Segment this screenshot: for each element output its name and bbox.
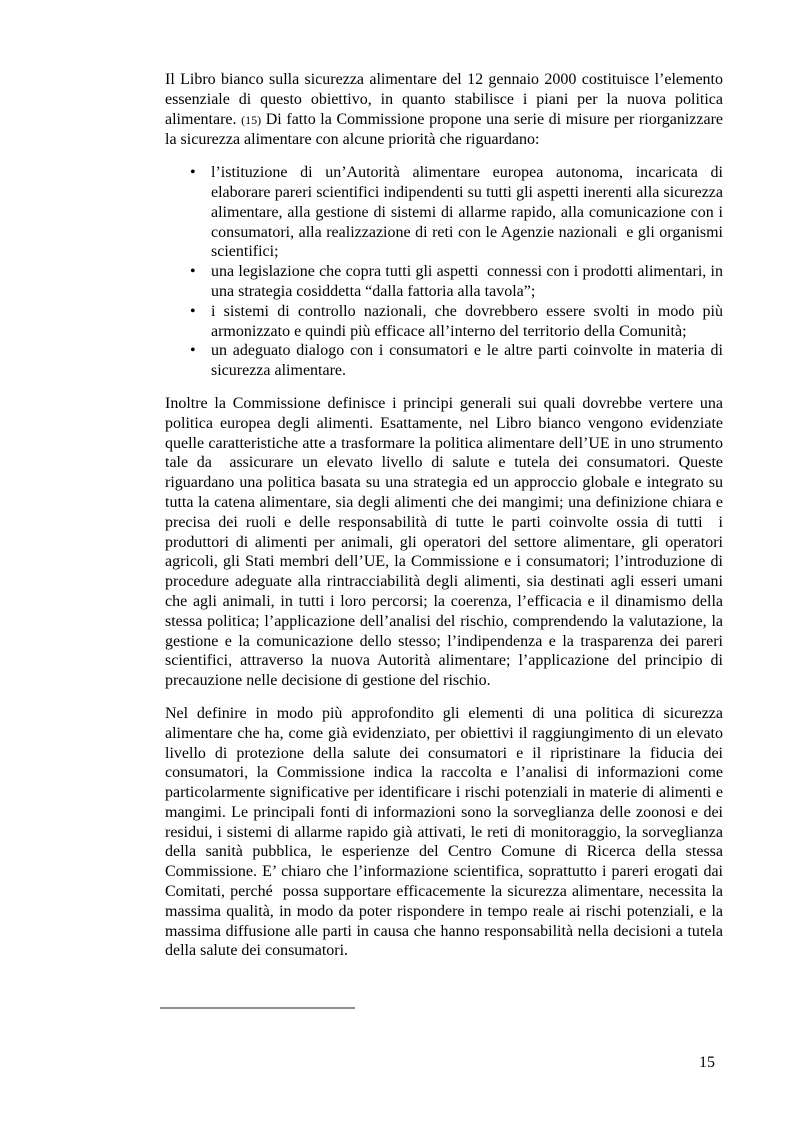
list-item-authority	[165, 163, 723, 262]
bullet-text: l’istituzione di un’Autorità alimentare europea autonoma, incaricata di elaborare pareri scientifici indipendenti su tutti gli aspetti inerenti alla sicurezza alimentare, alla gestione di sistemi di allarme rapido, alla comunicazione con i consumatori, alla realizzazione di reti con le Agenzie nazionali e gli organismi scientifici;	[211, 164, 723, 261]
bullet-text: un adeguato dialogo con i consumatori e le altre parti coinvolte in materia di sicurezza alimentare.	[211, 342, 723, 380]
bullet-text: una legislazione che copra tutti gli aspetti connessi con i prodotti alimentari, in una strategia cosiddetta “dalla fattoria alla tavola”;	[211, 263, 723, 300]
paragraph-intro	[165, 70, 723, 150]
paragraph-principles: Inoltre la Commissione definisce i principi generali sui quali dovrebbe vertere una politica europea degli alimenti. Esattamente, nel Libro bianco vengono evidenziate quelle caratteristiche atte a trasformare la politica alimentare dell’UE in uno strumento tale da assicurare un elevato livello di salute e tutela dei consumatori. Queste riguardano una politica basata su una strategia ed un approccio globale e integrato su tutta la catena alimentare, sia degli alimenti che dei mangimi; una definizione chiara e precisa dei ruoli e delle responsabilità di tutte le parti coinvolte ossia di tutti i produttori di alimenti per animali, gli operatori del settore alimentare, gli operatori agricoli, gli Stati membri dell’UE, la Commissione e i consumatori; l’introduzione di procedure adeguate alla rintracciabilità degli alimenti, sia destinati agli esseri umani che agli animali, in tutti i loro percorsi; la coerenza, l’efficacia e il dinamismo della stessa politica; l’applicazione dell’analisi del rischio, comprendendo la valutazione, la gestione e la comunicazione dello stesso; l’indipendenza e la trasparenza dei pareri scientifici, attraverso la nuova Autorità alimentare; l’applicazione del principio di precauzione nelle decisione di gestione del rischio.	[165, 394, 723, 690]
priorities-bullet-list	[165, 163, 723, 381]
page-number: 15	[699, 1054, 715, 1071]
paragraph-information-sources: Nel definire in modo più approfondito gli elementi di una politica di sicurezza alimentare che ha, come già evidenziato, per obiettivi il raggiungimento di un elevato livello di protezione della salute dei consumatori e il ripristinare la fiducia dei consumatori, la Commissione indica la raccolta e l’analisi di informazioni come particolarmente significative per identificare i rischi potenziali in materie di alimenti e mangimi. Le principali fonti di informazioni sono la sorveglianza delle zoonosi e dei residui, i sistemi di allarme rapido già attivati, le reti di monitoraggio, la sorveglianza della sanità pubblica, le esperienze del Centro Comune di Ricerca della stessa Commissione. E’ chiaro che l’informazione scientifica, soprattutto i pareri erogati dai Comitati, perché possa supportare efficacemente la sicurezza alimentare, necessita la massima qualità, in modo da poter rispondere in tempo reale ai rischi potenziali, e la massima diffusione alle parti in causa che hanno responsabilità nella decisioni a tutela della salute dei consumatori.	[165, 704, 723, 960]
footnote-separator	[160, 1007, 355, 1009]
paragraph-intro-continuation: Di fatto la Commissione propone una serie di misure per riorganizzare la sicurezza alimentare con alcune priorità che riguardano:	[165, 110, 724, 149]
list-item-dialogue	[165, 341, 723, 381]
list-item-controls	[165, 302, 723, 342]
list-item-legislation	[165, 262, 723, 302]
footnote-reference-15: (15)	[241, 112, 262, 127]
bullet-text: i sistemi di controllo nazionali, che dovrebbero essere svolti in modo più armonizzato e quindi più efficace all’interno del territorio della Comunità;	[211, 302, 723, 340]
paragraph-intro-text: Il Libro bianco sulla sicurezza alimentare del 12 gennaio 2000 costituisce l’elemento essenziale di questo obiettivo, in quanto stabilisce i piani per la nuova politica alimentare.	[165, 71, 723, 128]
text-content	[165, 70, 723, 974]
